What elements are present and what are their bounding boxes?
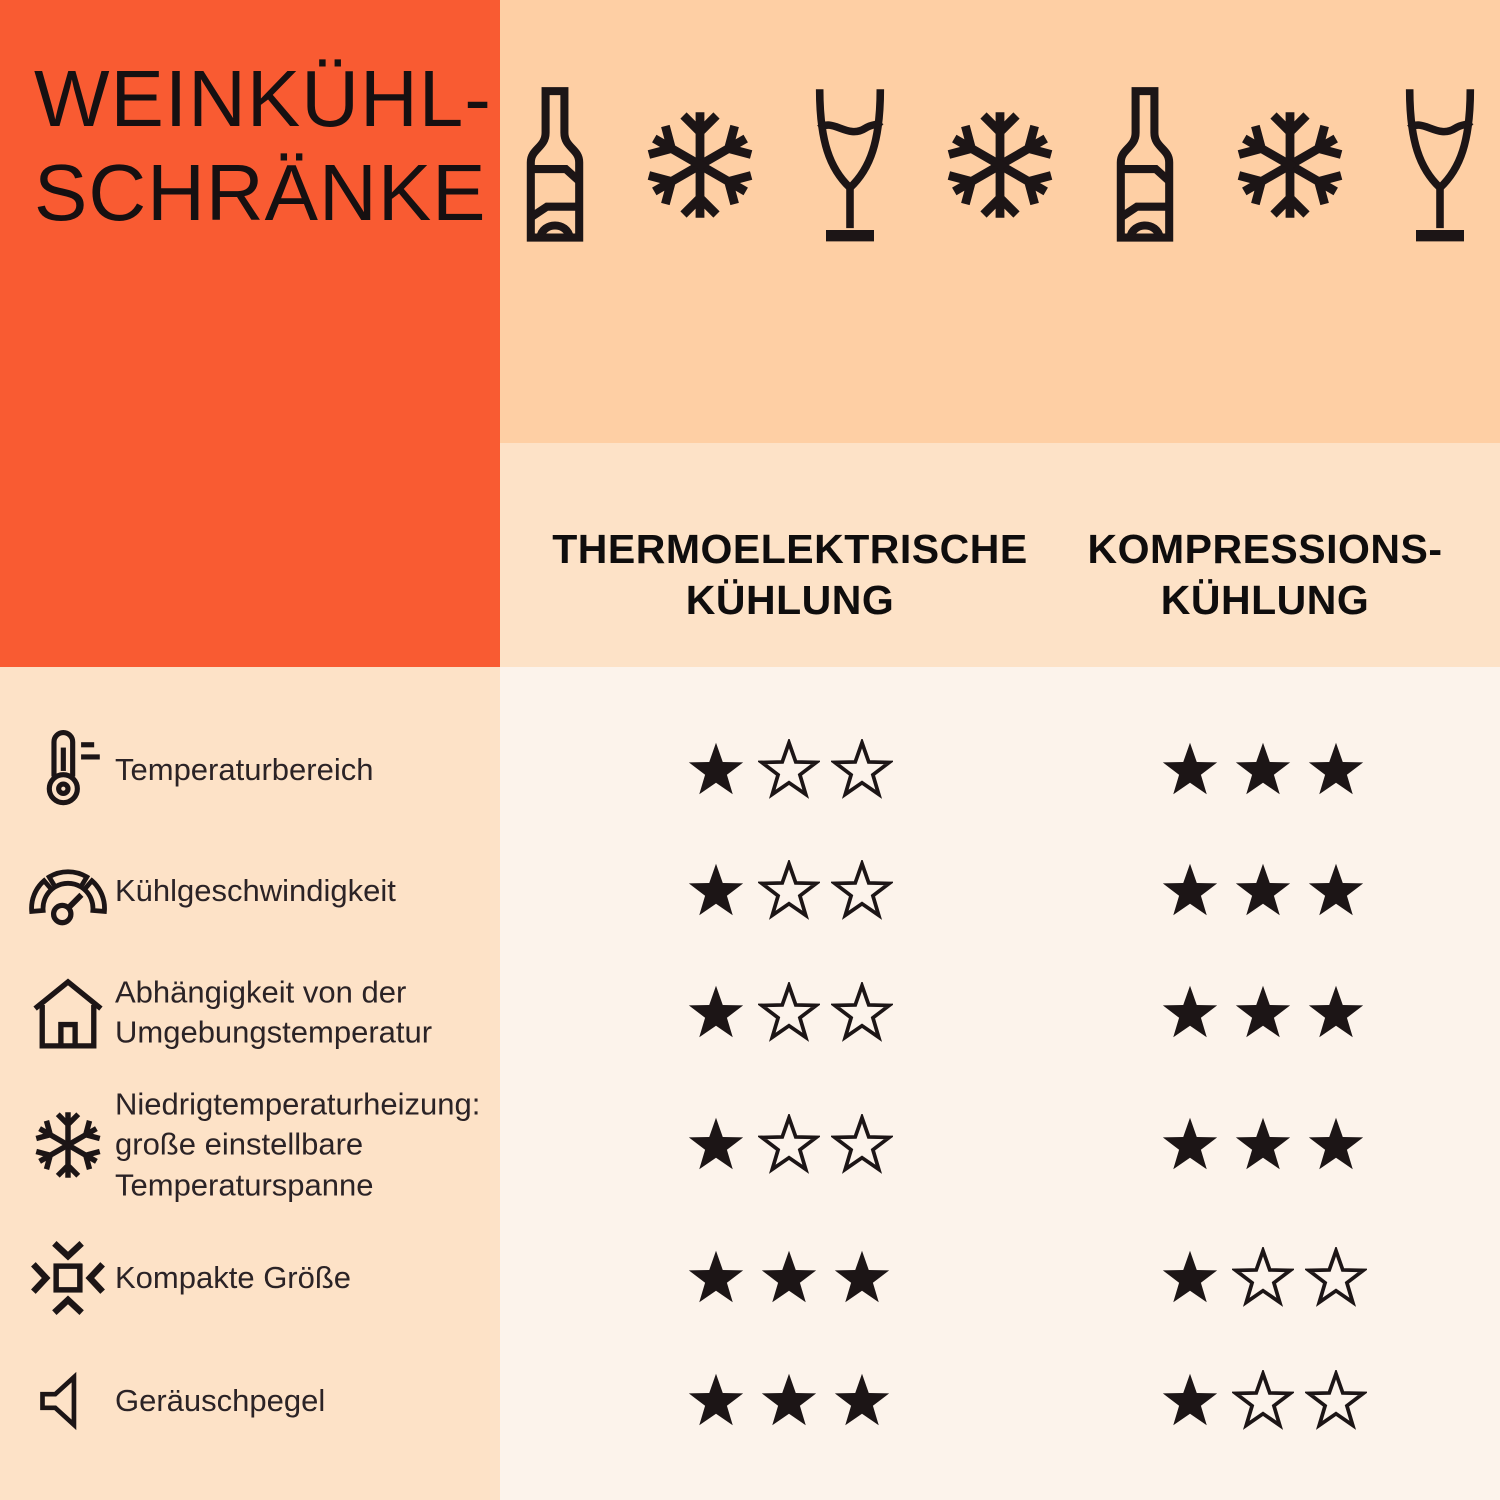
speaker-icon (20, 1367, 116, 1435)
column-header-thermoelectric (515, 524, 1065, 627)
star-filled-icon (831, 1370, 893, 1432)
rating-thermoelectric (685, 739, 893, 801)
page-title-line1: WEINKÜHL- (34, 54, 492, 143)
star-filled-icon (1159, 1247, 1221, 1309)
compress-icon (20, 1237, 116, 1319)
snowflake-icon (1224, 90, 1356, 240)
star-filled-icon (685, 1370, 747, 1432)
rating-thermoelectric (685, 1114, 893, 1176)
star-filled-icon (1159, 982, 1221, 1044)
page-title (34, 52, 494, 239)
column-header-line: THERMOELEKTRISCHE (552, 526, 1028, 572)
star-filled-icon (1159, 860, 1221, 922)
star-filled-icon (685, 860, 747, 922)
star-filled-icon (758, 1370, 820, 1432)
star-outline-icon (758, 982, 820, 1044)
star-filled-icon (1232, 982, 1294, 1044)
star-outline-icon (1232, 1247, 1294, 1309)
table-row (0, 938, 1500, 1088)
star-outline-icon (1305, 1247, 1367, 1309)
rating-compression (1159, 982, 1367, 1044)
star-filled-icon (1159, 1370, 1221, 1432)
star-outline-icon (831, 739, 893, 801)
rating-thermoelectric (685, 982, 893, 1044)
wine-glass-icon (1392, 80, 1488, 250)
row-label: Niedrigtemperaturheizung: große einstellbare Temperaturspanne (115, 1086, 481, 1203)
star-filled-icon (685, 739, 747, 801)
rating-compression (1159, 860, 1367, 922)
star-filled-icon (831, 1247, 893, 1309)
star-filled-icon (685, 982, 747, 1044)
star-outline-icon (831, 982, 893, 1044)
column-header-line: KÜHLUNG (1160, 577, 1370, 624)
wine-bottle-icon (1102, 82, 1188, 248)
row-label: Temperaturbereich (115, 751, 374, 787)
star-filled-icon (685, 1247, 747, 1309)
snowflake-icon (20, 1104, 116, 1186)
column-header-line: KÜHLUNG (685, 577, 895, 624)
star-filled-icon (758, 1247, 820, 1309)
icon-banner (500, 0, 1500, 330)
rating-thermoelectric (685, 1370, 893, 1432)
star-outline-icon (1305, 1370, 1367, 1432)
star-outline-icon (758, 739, 820, 801)
rating-compression (1159, 1370, 1367, 1432)
house-icon (20, 973, 116, 1053)
row-label: Kühlgeschwindigkeit (115, 872, 396, 908)
star-filled-icon (1305, 739, 1367, 801)
rating-compression (1159, 1247, 1367, 1309)
table-row (0, 1070, 1500, 1220)
wine-glass-icon (802, 80, 898, 250)
speedometer-icon (20, 851, 116, 932)
star-filled-icon (1305, 1114, 1367, 1176)
star-filled-icon (1159, 1114, 1221, 1176)
star-filled-icon (1232, 860, 1294, 922)
star-filled-icon (1232, 739, 1294, 801)
rating-thermoelectric (685, 1247, 893, 1309)
column-header-line: KOMPRESSIONS- (1087, 526, 1443, 572)
star-filled-icon (1232, 1114, 1294, 1176)
table-row (0, 1326, 1500, 1476)
rating-compression (1159, 739, 1367, 801)
rating-thermoelectric (685, 860, 893, 922)
star-outline-icon (831, 1114, 893, 1176)
column-header-compression (990, 524, 1500, 627)
row-label: Abhängigkeit von der Umgebungstemperatur (115, 974, 433, 1050)
row-label: Geräuschpegel (115, 1382, 326, 1418)
star-filled-icon (1305, 982, 1367, 1044)
row-label: Kompakte Größe (115, 1259, 352, 1295)
wine-bottle-icon (512, 82, 598, 248)
star-outline-icon (1232, 1370, 1294, 1432)
thermometer-icon (20, 727, 116, 813)
rating-compression (1159, 1114, 1367, 1176)
star-outline-icon (758, 860, 820, 922)
snowflake-icon (634, 90, 766, 240)
star-filled-icon (1305, 860, 1367, 922)
star-filled-icon (685, 1114, 747, 1176)
star-outline-icon (831, 860, 893, 922)
star-filled-icon (1159, 739, 1221, 801)
page-title-line2: SCHRÄNKE (34, 147, 487, 237)
star-outline-icon (758, 1114, 820, 1176)
snowflake-icon (934, 90, 1066, 240)
